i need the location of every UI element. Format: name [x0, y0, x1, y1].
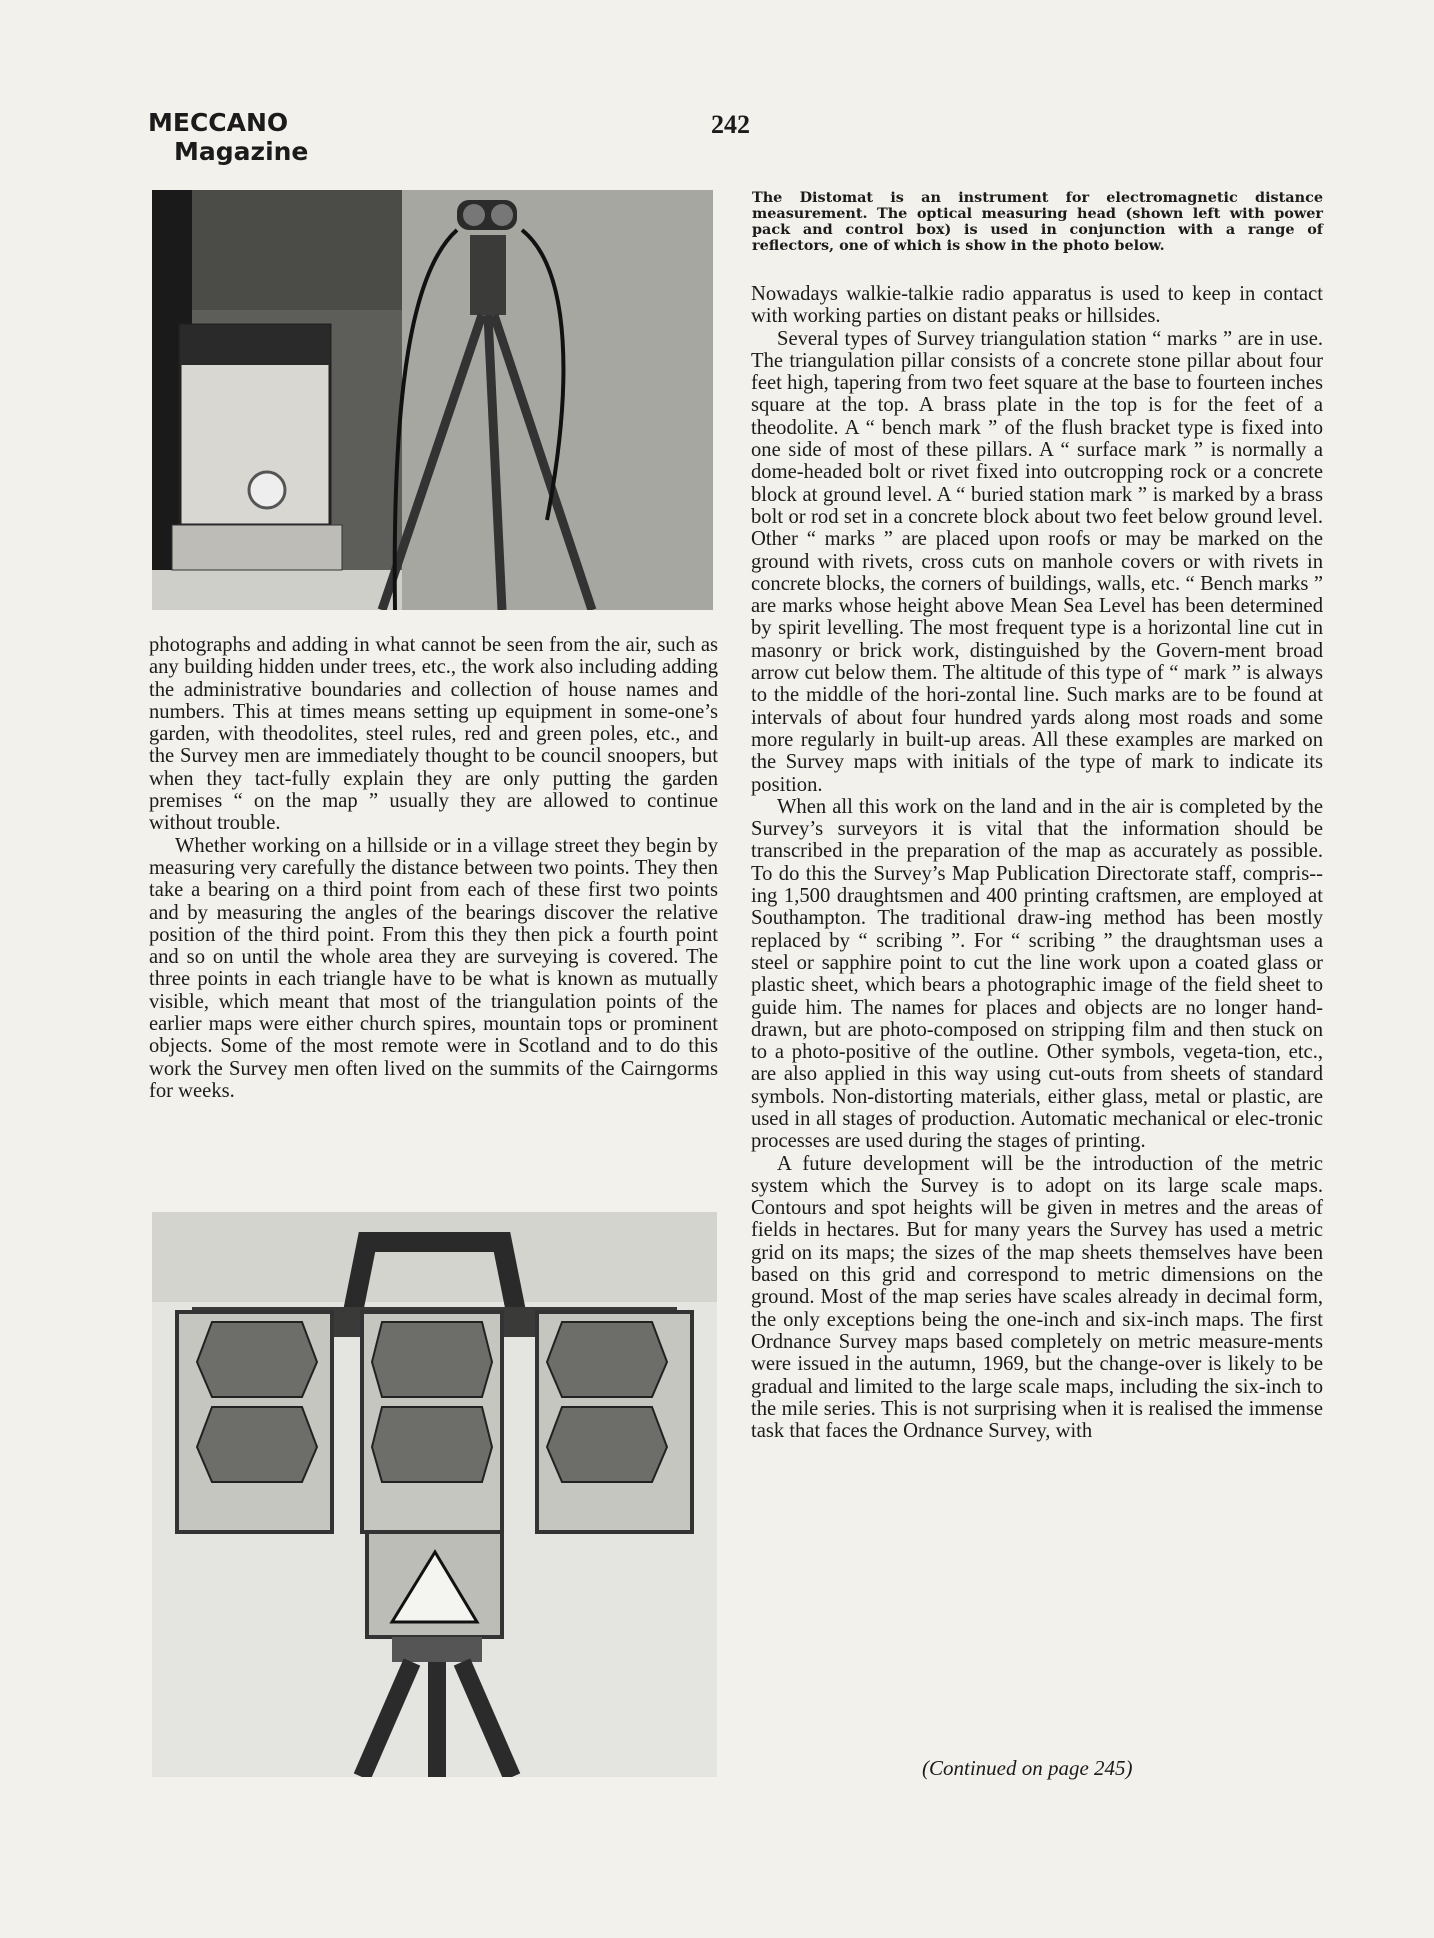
right-paragraph-2: Several types of Survey triangulation station “ marks ” are in use. The triangulation pillar consists of a concrete stone pillar about four feet high, tapering from two feet square at the base to fourteen inches square at the top. A brass plate in the top is for the feet of a theodolite. A “ bench mark ” of the flush bracket type is fixed into one side of most of these pillars. A “ surface mark ” is normally a dome-headed bolt or rivet fixed into outcropping rock or a concrete block at ground level. A “ buried station mark ” is marked by a brass bolt or rod set in a concrete block about two feet below ground level. Other “ marks ” are placed upon roofs or may be marked on the ground with rivets, cross cuts on manhole covers or with rivets in concrete blocks, the corners of buildings, walls, etc. “ Bench marks ” are marks whose height above Mean Sea Level has been determined by spirit levelling. The most frequent type is a horizontal line cut in masonry or brick work, distinguished by the Govern-ment broad arrow cut below them. The altitude of this type of “ mark ” is always to the middle of the hori-zontal line. Such marks are to be found at intervals of about four hundred yards along most roads and some more regularly in built-up areas. All these examples are marked on the Survey maps with initials of the type of mark to indicate its position. — [751, 327, 1323, 796]
right-paragraph-4: A future development will be the introduction of the metric system which the Survey is to adopt on its large scale maps. Contours and spot heights will be given in metres and the areas of fields in hectares. But for many years the Survey has used a metric grid on its maps; the sizes of the map sheets themselves have been based on this grid and correspond to metric dimensions on the ground. Most of the map series have scales already in decimal form, the only exceptions being the one-inch and six-inch maps. The first Ordnance Survey maps based completely on metric measure-ments were issued in the autumn, 1969, but the change-over is likely to be gradual and limited to the large scale maps, including the six-inch to the mile series. This is not surprising when it is realised the immense task that faces the Ordnance Survey, with — [751, 1152, 1323, 1443]
continued-note: (Continued on page 245) — [922, 1756, 1133, 1780]
masthead-title: MECCANO — [148, 108, 289, 137]
left-paragraph-1: photographs and adding in what cannot be seen from the air, such as any building hidden under trees, etc., the work also including adding the administrative boundaries and collection of house names and numbers. This at times means setting up equipment in some-one’s garden, with theodolites, steel rules, red and green poles, etc., and the Survey men are immediately thought to be council snoopers, but when they tact-fully explain they are only putting the garden premises “ on the map ” usually they are allowed to continue without trouble. — [149, 634, 718, 835]
distomat-photo — [152, 190, 713, 610]
masthead-subtitle: Magazine — [174, 137, 309, 166]
photo-caption: The Distomat is an instrument for electromagnetic distance measurement. The optical measuring head (shown left with power pack and control box) is used in conjunction with a range of reflectors, one of which is show in the photo below. — [752, 189, 1323, 254]
page-number: 242 — [711, 110, 750, 139]
right-column-text — [751, 283, 1323, 1442]
reflector-photo — [152, 1212, 717, 1777]
right-paragraph-3: When all this work on the land and in the air is completed by the Survey’s surveyors it is vital that the information should be transcribed in the preparation of the map as accurately as possible. To do this the Survey’s Map Publication Directorate staff, compris-- ing 1,500 draughtsmen and 400 printing craftsmen, are employed at Southampton. The traditional draw-ing method has been mostly replaced by “ scribing ”. For “ scribing ” the draughtsman uses a steel or sapphire point to cut the line work upon a coated glass or plastic sheet, which bears a photographic image of the field sheet to guide him. The names for places and objects are no longer hand-drawn, but are photo-composed on stripping film and then stuck on to a photo-positive of the outline. Other symbols, vegeta-tion, etc., are also applied in this way using cut-outs from sheets of standard symbols. Non-distorting materials, either glass, metal or plastic, are used in all stages of production. Automatic mechanical or elec-tronic processes are used during the stages of printing. — [751, 795, 1323, 1153]
masthead — [148, 108, 308, 166]
left-column-text — [149, 634, 718, 1102]
left-paragraph-2: Whether working on a hillside or in a village street they begin by measuring very carefully the distance between two points. They then take a bearing on a third point from each of these first two points and by measuring the angles of the bearings discover the relative position of the third point. From this they then pick a fourth point and so on until the whole area they are surveying is covered. The three points in each triangle have to be what is known as mutually visible, which meant that most of the triangulation points of the earlier maps were either church spires, mountain tops or prominent objects. Some of the most remote were in Scotland and to do this work the Survey men often lived on the summits of the Cairngorms for weeks. — [149, 834, 718, 1102]
right-paragraph-1: Nowadays walkie-talkie radio apparatus is used to keep in contact with working parties on distant peaks or hillsides. — [751, 283, 1323, 328]
